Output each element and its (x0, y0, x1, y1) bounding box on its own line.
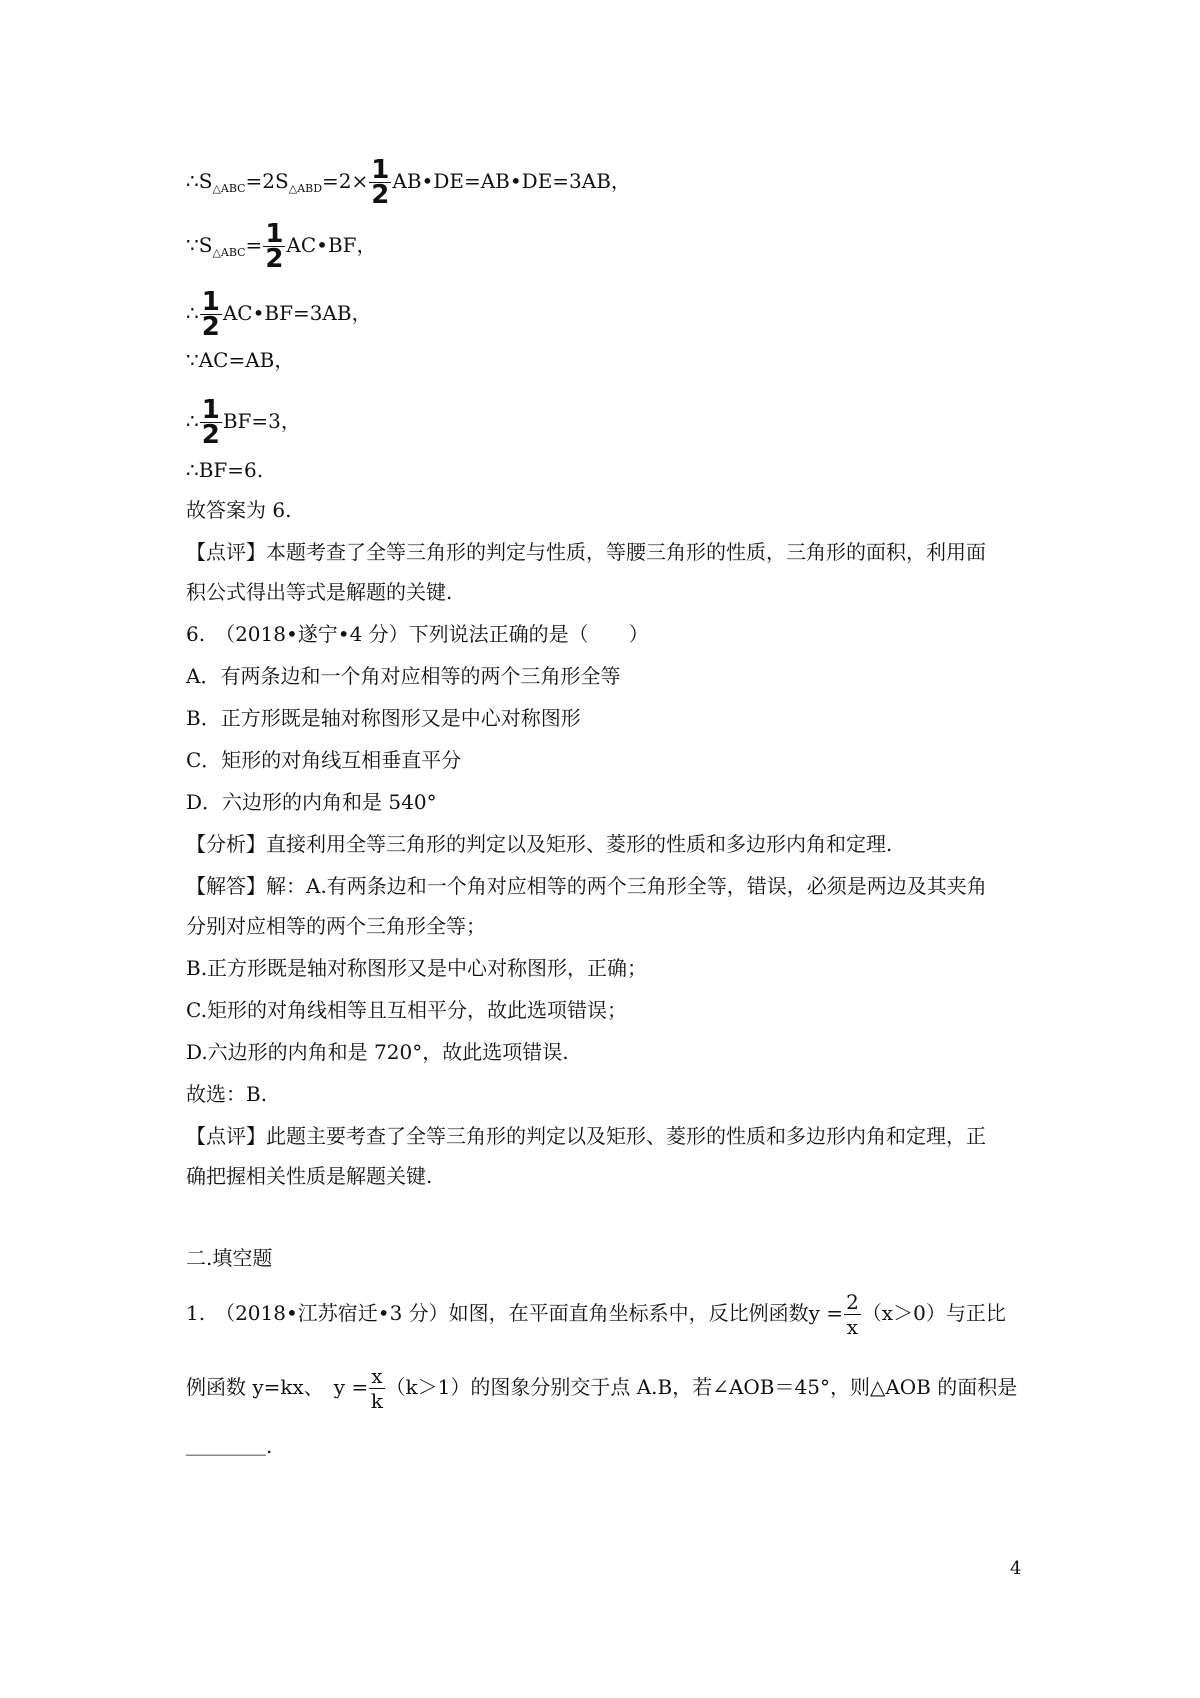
fill-question-1-blank: ＿＿＿＿. (186, 1434, 273, 1458)
option-a: A．有两条边和一个角对应相等的两个三角形全等 (186, 664, 621, 688)
equation-line-6: ∴BF=6. (186, 458, 264, 482)
fraction: $\frac{1}{2}$ (201, 395, 220, 450)
solution-line-2: 分别对应相等的两个三角形全等； (186, 914, 486, 938)
question-6-stem: 6. （2018•遂宁•4 分）下列说法正确的是（ ） (186, 622, 649, 646)
option-c: C．矩形的对角线互相垂直平分 (186, 748, 462, 772)
fill-question-1-line-1: 1. （2018•江苏宿迁•3 分）如图，在平面直角坐标系中，反比例函数y = $\frac{2}{x}$ （x＞0）与正比 (186, 1290, 1006, 1339)
page-number: 4 (1010, 1558, 1022, 1579)
comment-6-line-1: 【点评】此题主要考查了全等三角形的判定以及矩形、菱形的性质和多边形内角和定理，正 (186, 1124, 986, 1148)
fraction: $\frac{2}{x}$ (846, 1290, 859, 1339)
equation-line-3: ∴ $\frac{1}{2}$ AC•BF=3AB， (186, 287, 372, 342)
equation-line-1: $\therefore S_{\triangle ABC}=2S_{\triangle ABD}=2\times$ $\frac{1}{2}$ AB•DE=AB•DE=3AB， (186, 155, 631, 210)
fraction: $\frac{1}{2}$ (265, 219, 284, 274)
solution-line-5: D.六边形的内角和是 720°，故此选项错误. (186, 1040, 569, 1064)
analysis-line: 【分析】直接利用全等三角形的判定以及矩形、菱形的性质和多边形内角和定理. (186, 832, 893, 856)
comment-line-1: 【点评】本题考查了全等三角形的判定与性质，等腰三角形的性质，三角形的面积，利用面 (186, 540, 986, 564)
choice-line: 故选：B. (186, 1082, 268, 1106)
equation-line-4: ∵AC=AB， (186, 348, 295, 372)
solution-line-4: C.矩形的对角线相等且互相平分，故此选项错误； (186, 998, 627, 1022)
fraction: $\frac{1}{2}$ (371, 155, 390, 210)
fraction: $\frac{x}{k}$ (370, 1364, 383, 1413)
equation-line-5: ∴ $\frac{1}{2}$ BF=3， (186, 395, 301, 450)
comment-line-2: 积公式得出等式是解题的关键. (186, 580, 453, 604)
fraction: $\frac{1}{2}$ (201, 287, 220, 342)
solution-line-1: 【解答】解：A.有两条边和一个角对应相等的两个三角形全等，错误，必须是两边及其夹角 (186, 874, 987, 898)
solution-line-3: B.正方形既是轴对称图形又是中心对称图形，正确； (186, 956, 648, 980)
fill-question-1-line-2: 例函数 y=kx、 y = $\frac{x}{k}$ （k＞1）的图象分别交于点 A.B，若∠AOB＝45°，则△AOB 的面积是 (186, 1364, 1018, 1413)
option-b: B．正方形既是轴对称图形又是中心对称图形 (186, 706, 581, 730)
equation-line-2: $\because S_{\triangle ABC}=$ $\frac{1}{2}$ AC•BF， (186, 219, 377, 274)
section-heading: 二.填空题 (186, 1246, 273, 1270)
answer-line: 故答案为 6. (186, 498, 292, 522)
comment-6-line-2: 确把握相关性质是解题关键. (186, 1164, 433, 1188)
option-d: D．六边形的内角和是 540° (186, 790, 437, 814)
